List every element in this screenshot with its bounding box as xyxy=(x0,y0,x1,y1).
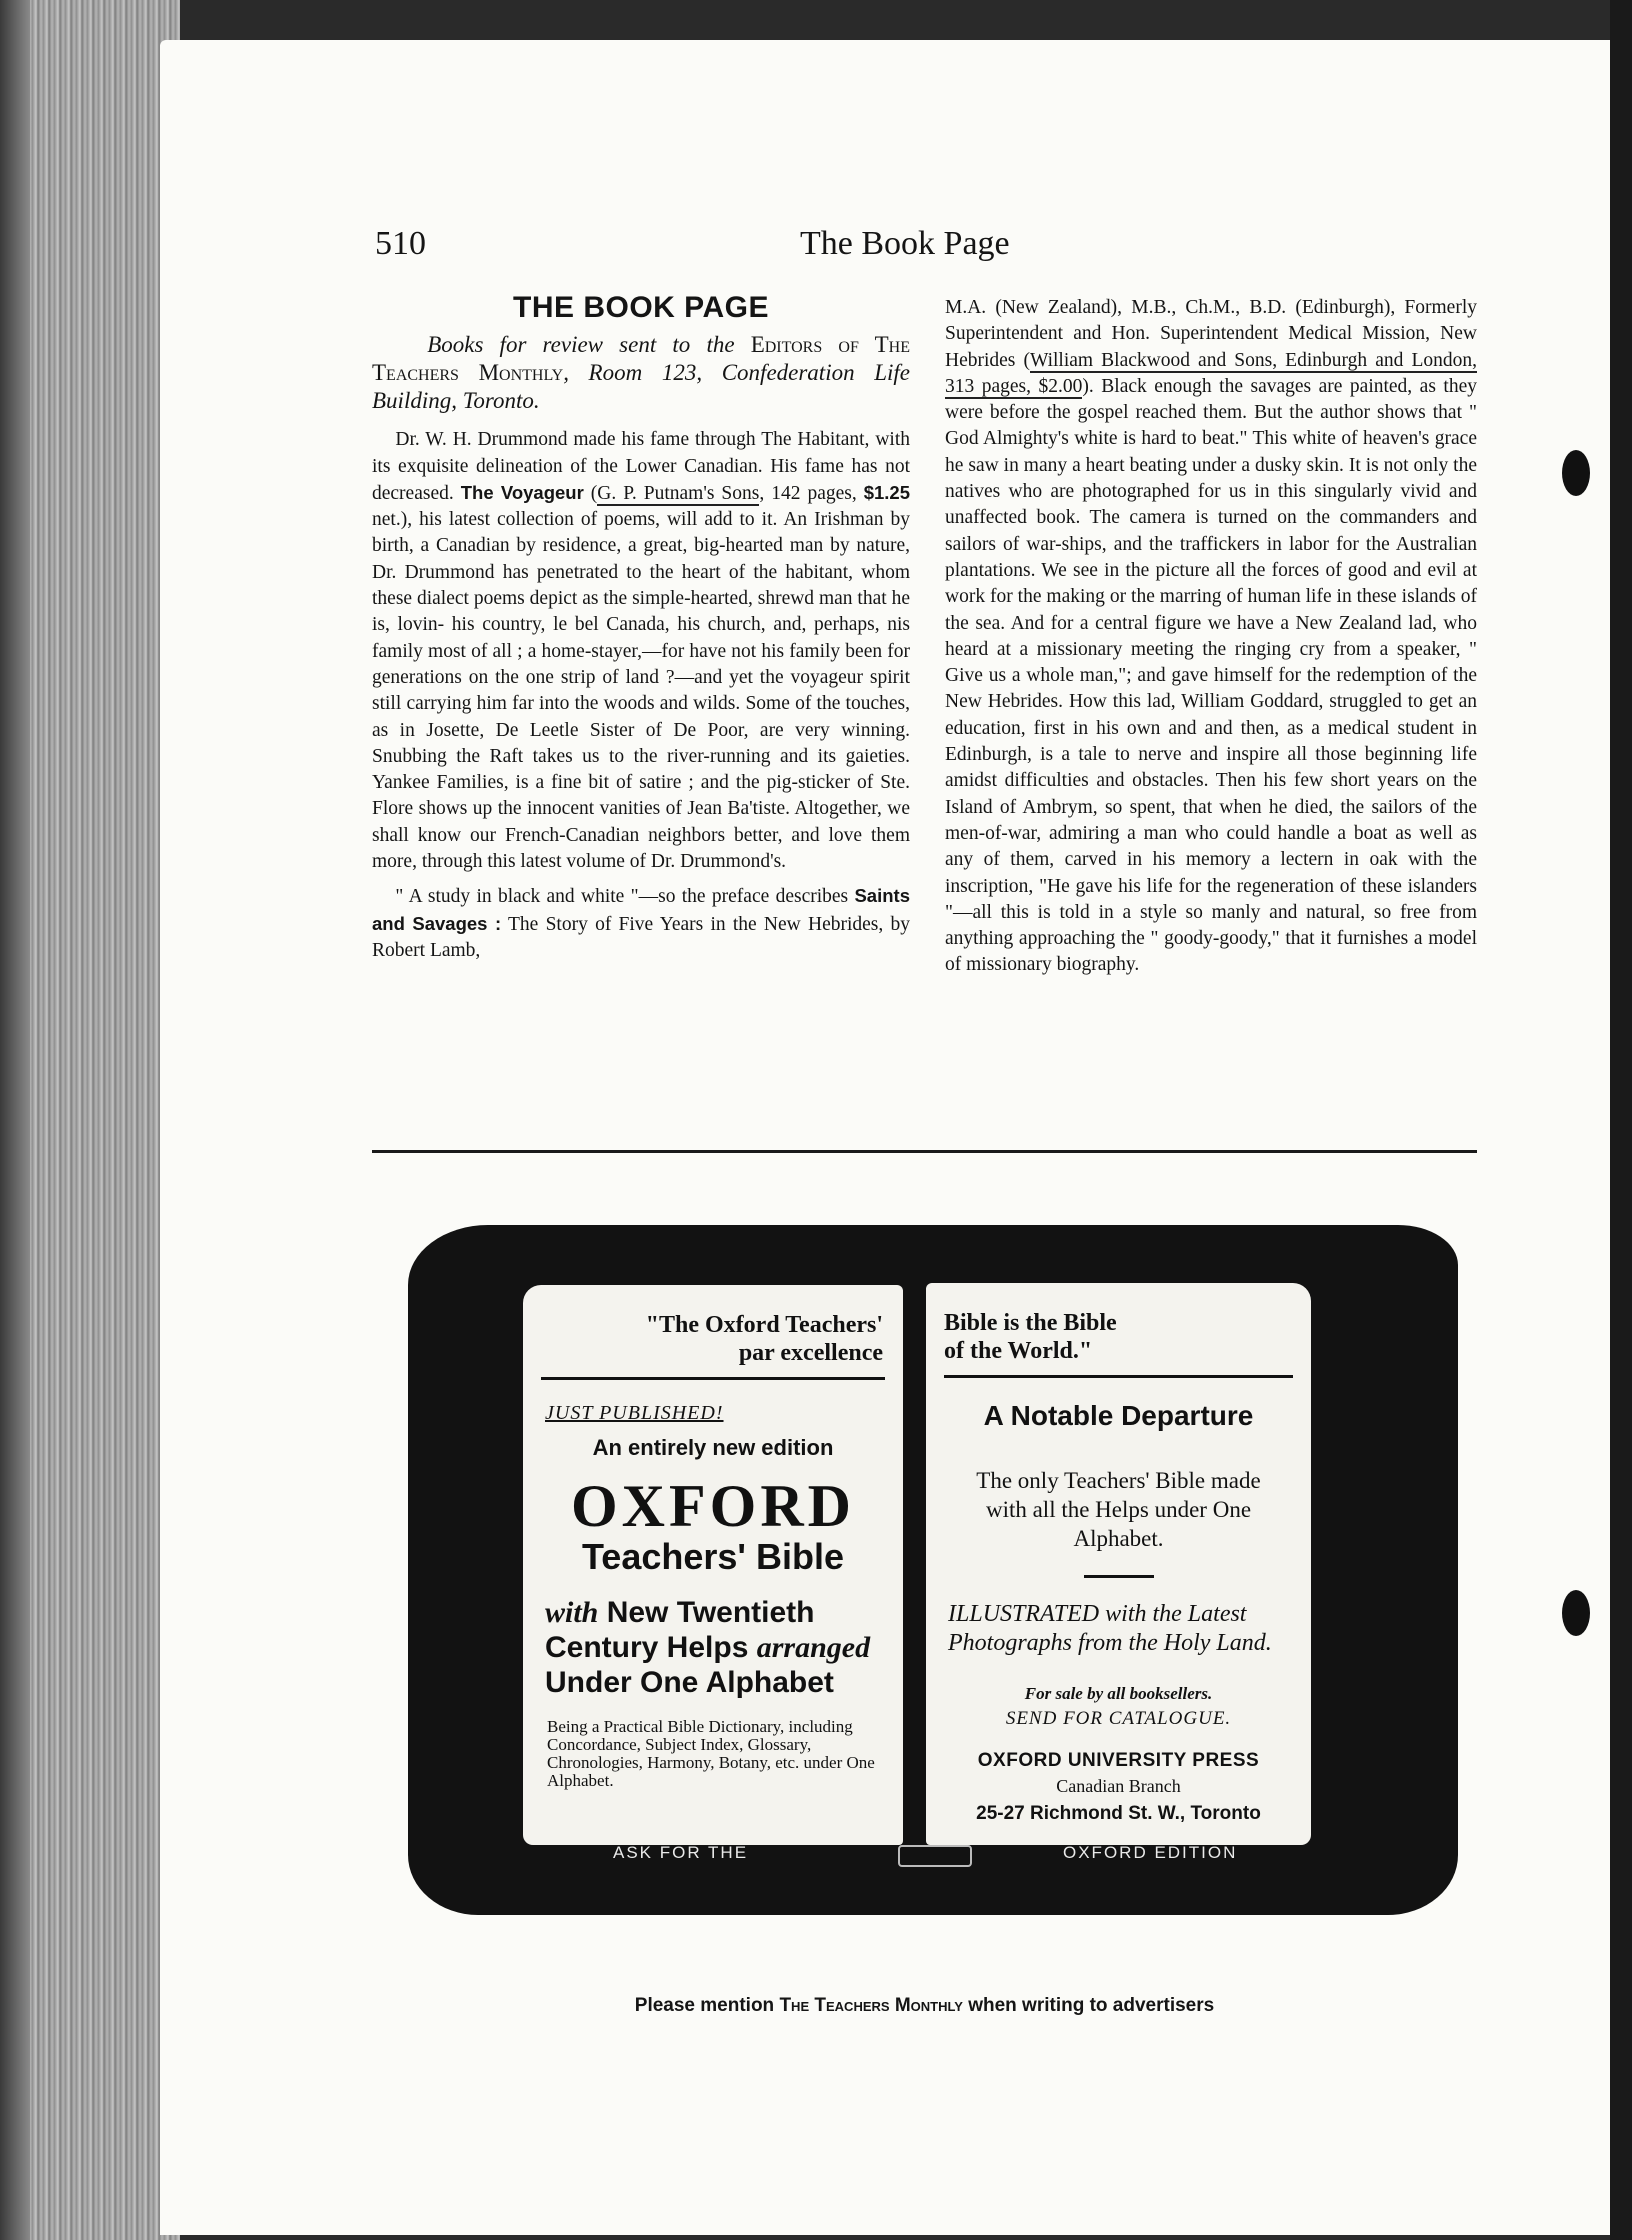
slogan-line: par excellence xyxy=(738,1340,883,1366)
review-text: net.), his latest collection of poems, will add to it. An Irishman by birth, a Canadian by residence, a great, big-hearted man by nature, Dr. Drummond has penetrated to the heart of the habitant, whom these dialect poems depict as the simple-hearted, shrewd man that he is, lovin- his country, le bel Canada, his church, and, perhaps, nis family most of all ; a home-stayer,—for have not his family been for generations on the one strip of land ?—and yet the voyageur spirit still carrying him far into the woods and wilds. Some of the touches, as in Josette, De Leetle Sister of De Poor, are very winning. Snubbing the Raft takes us to the river-running and its gaieties. Yankee Families, is a fine bit of satire ; and the pig-sticker of Ste. Flore shows up the innocent vanities of Jean Ba'tiste. Altogether, we shall know our French-Canadian neighbors better, and love them more, through this latest volume of Dr. Drummond's. xyxy=(372,509,910,873)
publisher-blackwood: William Blackwood and Sons, Edinburgh and London, 313 pages, $2.00 xyxy=(945,349,1477,397)
footer-text: when writing to advertisers xyxy=(962,1995,1215,2016)
new-edition-label: An entirely new edition xyxy=(592,1435,834,1460)
dictionary-note: Being a Practical Bible Dictionary, including Concordance, Subject Index, Glossary, Chronologies, Harmony, Botany, etc. under One Alphabet. xyxy=(547,1717,875,1790)
book-price: $1.25 xyxy=(863,481,911,503)
slogan-line: Bible is the Bible xyxy=(944,1310,1117,1336)
divider xyxy=(541,1377,885,1380)
helps-with: with xyxy=(545,1596,599,1629)
only-bible-text: The only Teachers' Bible made with all the Helps under One Alphabet. xyxy=(976,1468,1261,1551)
notable-departure-heading: A Notable Departure xyxy=(983,1400,1254,1431)
scan-border xyxy=(1610,0,1632,2240)
bible-right-page xyxy=(926,1283,1311,1845)
helps-text: New Twentieth Century Helps xyxy=(545,1596,815,1664)
helps-text: Under One Alphabet xyxy=(545,1666,834,1699)
review-paragraph-voyageur xyxy=(372,427,910,875)
oxford-bible-advertisement xyxy=(408,1225,1458,1915)
press-address: 25-27 Richmond St. W., Toronto xyxy=(976,1803,1261,1824)
divider xyxy=(944,1375,1293,1378)
cover-text-left: ASK FOR THE xyxy=(613,1843,749,1862)
book-spine-edge xyxy=(0,0,180,2240)
just-published-label: JUST PUBLISHED! xyxy=(545,1402,724,1424)
review-text: The Story of Five Years in the New Hebrides, by Robert Lamb, xyxy=(372,913,910,961)
helps-arranged: arranged xyxy=(756,1631,871,1664)
review-note-text: Books for review sent to the xyxy=(427,332,751,358)
short-divider xyxy=(1084,1575,1154,1578)
slogan-left xyxy=(523,1285,903,1367)
bible-left-page xyxy=(523,1285,903,1845)
send-catalogue-text: SEND FOR CATALOGUE. xyxy=(1005,1708,1232,1729)
slogan-right xyxy=(926,1283,1311,1365)
review-text: ( xyxy=(583,482,598,504)
illustrated-text: ILLUSTRATED with the Latest Photographs from the Holy Land. xyxy=(948,1601,1272,1656)
editors-name: Editors of The Teachers Monthly xyxy=(372,332,910,386)
press-branch: Canadian Branch xyxy=(1056,1776,1181,1796)
review-address-note xyxy=(372,331,910,415)
for-sale-text: For sale by all booksellers. xyxy=(1024,1684,1213,1703)
footer-magazine-name: The Teachers Monthly xyxy=(779,1995,963,2016)
running-title: The Book Page xyxy=(800,225,1010,262)
horizontal-rule xyxy=(372,1150,1477,1153)
footer-advertiser-note xyxy=(372,1995,1477,2017)
review-text: " A study in black and white "—so the preface describes xyxy=(395,886,855,908)
right-column xyxy=(945,295,1477,979)
review-note-address: , Room 123, Confederation Life Building, Toronto. xyxy=(372,360,910,414)
slogan-line: "The Oxford Teachers' xyxy=(645,1312,883,1338)
slogan-line: of the World." xyxy=(944,1338,1093,1364)
binding-hole xyxy=(1562,1590,1590,1636)
review-text: , 142 pages, xyxy=(759,482,864,504)
page-number: 510 xyxy=(375,225,426,262)
review-paragraph-continued xyxy=(945,295,1477,979)
left-column xyxy=(372,291,911,964)
review-text: M.A. (New Zealand), M.B., Ch.M., B.D. (Edinburgh), Formerly Superintendent and Hon. Superintendent Medical Mission, New Hebrides ( xyxy=(945,297,1477,371)
new-helps-text xyxy=(523,1577,903,1700)
book-title-voyageur: The Voyageur xyxy=(460,481,584,503)
teachers-bible-heading: Teachers' Bible xyxy=(581,1536,844,1577)
oxford-heading: OXFORD xyxy=(571,1473,855,1539)
press-name: OXFORD UNIVERSITY PRESS xyxy=(977,1750,1260,1771)
cover-text-right: OXFORD EDITION xyxy=(1063,1843,1238,1862)
footer-text: Please mention xyxy=(634,1995,780,2016)
binding-hole xyxy=(1562,450,1590,496)
section-title: THE BOOK PAGE xyxy=(513,291,769,324)
review-text: Dr. W. H. Drummond made his fame through The Habitant, with its exquisite delineation of the Lower Canadian. His fame has not decreased. xyxy=(372,429,910,504)
book-title-saints-and-savages: Saints and Savages : xyxy=(372,885,910,934)
review-text: ). Black enough the savages are painted, as they were before the gospel reached them. But the author shows that " God Almighty's white is hard to beat." This white of heaven's grace he saw in many a heart beating under a dusky skin. It is not only the natives who are photographed for us in this singularly vivid and unaffected book. The camera is turned on the commanders and sailors of war-ships, and the traffickers in labor for the Australian plantations. We see in the picture all the forces of good and evil at work for the making or the marring of human life in these islands of the sea. And for a central figure we have a New Zealand lad, who heard at a missionary meeting the ringing cry from a speaker, " Give us a whole man,"; and gave himself for the redemption of the New Hebrides. How this lad, William Goddard, struggled to get an education, first in his own and and then, as a medical student in Edinburgh, is a tale to nerve and inspire all those beginning life amidst difficulties and obstacles. Then his few short years on the Island of Ambrym, so spent, that when he died, the sailors of the men-of-war, admiring a man who could handle a boat as well as any of them, carved in his memory a lectern in oak with the inscription, "He gave his life for the regeneration of these islanders "—all this is told in a style so manly and natural, so free from anything approaching the " goody-goody," that it furnishes a model of missionary biography. xyxy=(945,375,1477,976)
publisher-putnam: G. P. Putnam's Sons xyxy=(597,482,760,504)
review-paragraph-saints xyxy=(372,883,910,964)
bible-spine-ribbon xyxy=(898,1845,972,1867)
